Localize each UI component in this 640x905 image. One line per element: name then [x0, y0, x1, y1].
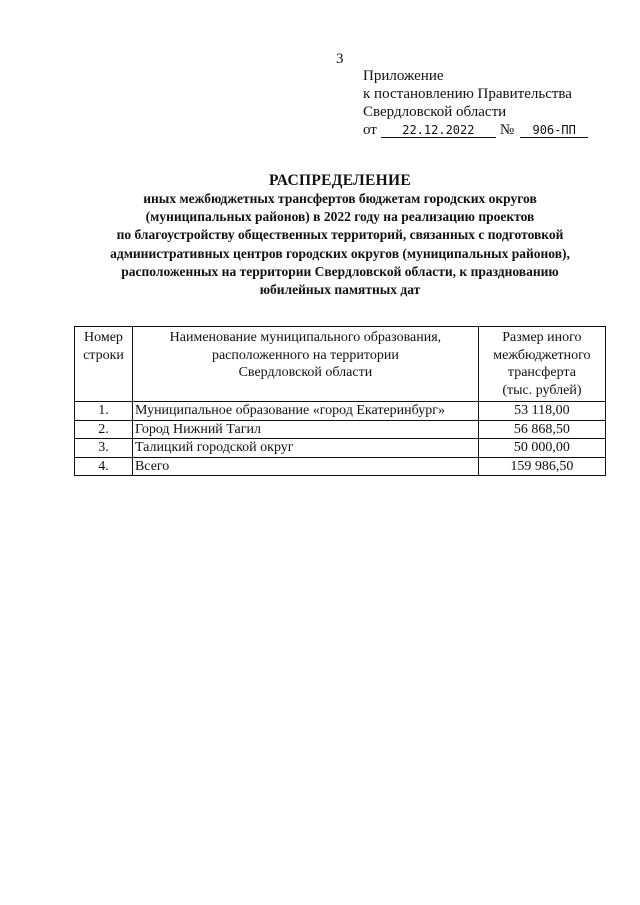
- header-text: (тыс. рублей): [502, 382, 582, 398]
- title-line: юбилейных памятных дат: [259, 282, 421, 298]
- total-amount: 159 986,50: [478, 457, 605, 476]
- table-row: [75, 420, 606, 439]
- page-number: 3: [336, 51, 344, 67]
- document-title-block: [60, 172, 620, 299]
- title-line: административных центров городских округов (муниципальных районов),: [110, 245, 570, 261]
- title-line: иных межбюджетных трансфертов бюджетам городских округов: [143, 191, 537, 206]
- title-line: расположенных на территории Свердловской области, к празднованию: [121, 263, 559, 279]
- row-number: 3.: [75, 439, 133, 458]
- appendix-region: Свердловской области: [363, 104, 507, 120]
- appendix-block: [363, 67, 588, 139]
- transfer-amount: 53 118,00: [478, 402, 605, 421]
- header-text: Номер: [84, 330, 123, 345]
- header-text: строки: [83, 347, 124, 363]
- municipality-name: Талицкий городской округ: [132, 439, 478, 458]
- municipality-name: Город Нижний Тагил: [132, 420, 478, 439]
- table-header-row: [75, 327, 606, 402]
- header-text: Наименование муниципального образования,: [169, 330, 442, 345]
- distribution-table: [74, 326, 606, 476]
- resolution-date: 22.12.2022: [381, 123, 496, 138]
- municipality-name: Муниципальное образование «город Екатеринбург»: [132, 402, 478, 421]
- header-text: Свердловской области: [238, 365, 373, 380]
- transfer-amount: 56 868,50: [478, 420, 605, 439]
- appendix-date-number-line: [363, 121, 588, 139]
- table-row: [75, 402, 606, 421]
- row-number: 4.: [75, 457, 133, 476]
- title-line: по благоустройству общественных территорий, связанных с подготовкой: [116, 227, 564, 243]
- table-row: [75, 439, 606, 458]
- document-title: РАСПРЕДЕЛЕНИЕ: [269, 172, 411, 189]
- header-text: расположенного на территории: [211, 347, 399, 363]
- transfer-amount: 50 000,00: [478, 439, 605, 458]
- title-line: (муниципальных районов) в 2022 году на реализацию проектов: [145, 209, 535, 225]
- header-text: межбюджетного: [493, 347, 591, 363]
- header-text: Размер иного: [502, 330, 582, 345]
- header-municipality-name: [132, 327, 478, 402]
- appendix-resolution-ref: к постановлению Правительства: [363, 86, 572, 102]
- row-number: 2.: [75, 420, 133, 439]
- resolution-number: 906-ПП: [520, 123, 588, 138]
- number-sign: №: [499, 122, 515, 138]
- total-label: Всего: [132, 457, 478, 476]
- header-row-number: [75, 327, 133, 402]
- row-number: 1.: [75, 402, 133, 421]
- table-row-total: [75, 457, 606, 476]
- header-text: трансферта: [507, 365, 576, 380]
- date-prefix: от: [363, 122, 377, 138]
- header-transfer-amount: [478, 327, 605, 402]
- appendix-label: Приложение: [363, 68, 444, 84]
